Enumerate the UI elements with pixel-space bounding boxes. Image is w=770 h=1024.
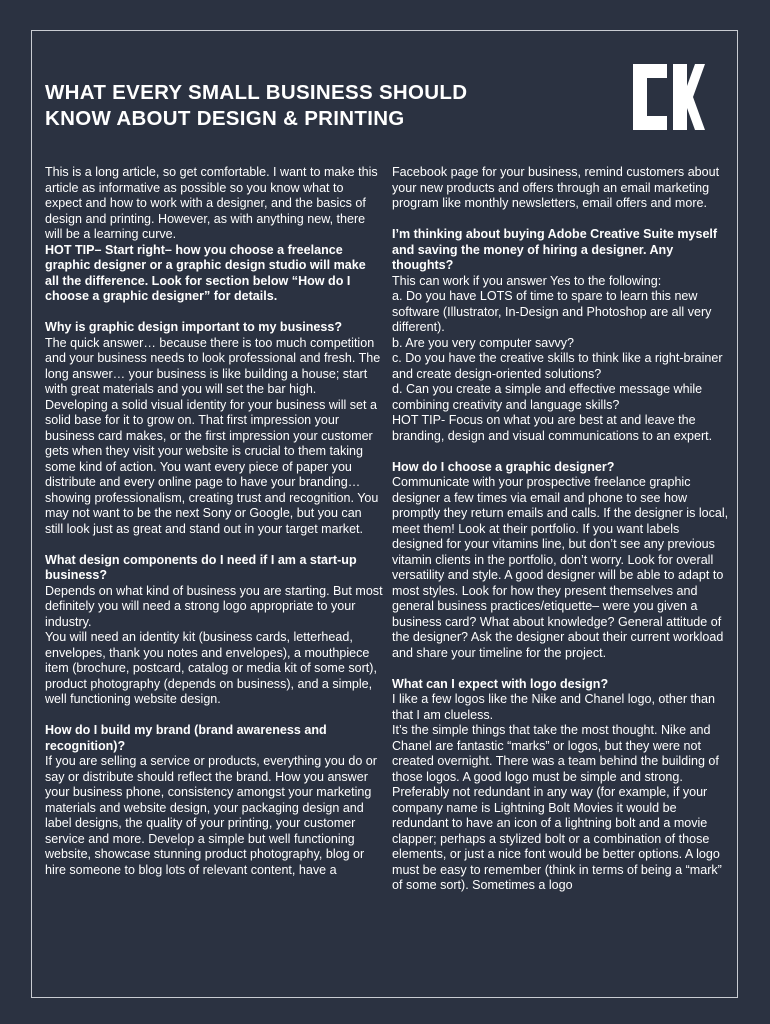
hot-tip-1: HOT TIP– Start right– how you choose a freelance graphic designer or a graphic design studio will make all the difference. Look for section below “How do I choose a graphic designer” for details. (45, 242, 366, 303)
answer-adobe-a: a. Do you have LOTS of time to spare to learn this new software (Illustrator, In-Design and Photoshop are all very different). (392, 289, 712, 334)
ck-logo-icon (629, 60, 707, 134)
answer-choose-designer: Communicate with your prospective freelance graphic designer a few times via email and phone to see how promptly they return emails and calls. If the designer is local, meet them! Look at their portfolio. If you want labels designed for your vitamins line, but don’t see any previous vitamin clients in the portfolio, don’t worry. Look for overall versatility and style. A good designer will be able to adapt to most styles. Look for how they present themselves and general business practices/etiquette– were you given a business card? What about knowledge? General attitude of the designer? Ask the designer about their current workload and share your timeline for the project. (392, 475, 729, 660)
question-design-components: What design components do I need if I am a start-up business? (45, 552, 357, 582)
right-column (392, 165, 730, 894)
question-why-design: Why is graphic design important to my business? (45, 320, 342, 334)
hot-tip-2: HOT TIP- Focus on what you are best at and leave the branding, design and visual communications to an expert. (392, 413, 713, 443)
answer-adobe-intro: This can work if you answer Yes to the following: (392, 273, 662, 288)
answer-design-components-1: Depends on what kind of business you are starting. But most definitely you will need a strong logo appropriate to your industry. (45, 583, 383, 629)
continued-paragraph: Facebook page for your business, remind customers about your new products and offers through an email marketing program like monthly newsletters, email offers and more. (392, 165, 720, 210)
answer-adobe-d: d. Can you create a simple and effective message while combining creativity and language skills? (392, 382, 703, 412)
answer-why-design-2: Developing a solid visual identity for your business will set a solid base for it to grow on. That first impression your business card makes, or the first impression your customer gets when they visit your website is crucial to them taking some kind of action. You want every piece of paper you distribute and every online page to have your branding… showing professionalism, creating trust and recognition. You may not want to be the next Sony or Google, but you can still look just as great and stand out in your target market. (45, 397, 379, 536)
intro-paragraph: This is a long article, so get comfortable. I want to make this article as informative as possible so you know what to expect and how to work with a designer, and the basics of design and printing. However, as with anything new, there will be a learning curve. (45, 165, 378, 241)
answer-design-components-2: You will need an identity kit (business cards, letterhead, envelopes, thank you notes and envelopes), a mouthpiece item (brochure, postcard, catalog or media kit of some sort), product photography (depends on business), and a simple, well functioning website design. (45, 630, 377, 706)
question-adobe: I’m thinking about buying Adobe Creative Suite myself and saving the money of hiring a designer. Any thoughts? (392, 227, 718, 272)
left-column (45, 165, 383, 878)
answer-build-brand: If you are selling a service or products, everything you do or say or distribute should reflect the brand. How you answer your business phone, consistency amongst your marketing materials and website design, your packaging design and label designs, the quality of your printing, your customer service and more. Develop a simple but well functioning website, showcase stunning product photography, blog or hire someone to blog lots of relevant content, have a (45, 754, 377, 877)
page-title: WHAT EVERY SMALL BUSINESS SHOULD KNOW ABOUT DESIGN & PRINTING (45, 81, 468, 130)
question-choose-designer: How do I choose a graphic designer? (392, 459, 615, 474)
question-logo-design: What can I expect with logo design? (392, 676, 609, 691)
answer-logo-design-1: I like a few logos like the Nike and Chanel logo, other than that I am clueless. (392, 692, 715, 722)
answer-adobe-c: c. Do you have the creative skills to think like a right-brainer and create design-oriented solutions? (392, 351, 723, 381)
answer-logo-design-2: It’s the simple things that take the most thought. Nike and Chanel are fantastic “marks” or logos, but they were not created overnight. There was a team behind the building of those logos. A good logo must be simple and strong. Preferably not redundant in any way (for example, if your company name is Lightning Bolt Movies it would be redundant to have an icon of a lightning bolt and a movie clapper; perhaps a stylized bolt or a combination of those elements, or just a nice font would be better options. A logo must be easy to remember (think in terms of being a “mark” of some sort). Sometimes a logo (392, 723, 722, 892)
answer-adobe-b: b. Are you very computer savvy? (392, 335, 575, 350)
question-build-brand: How do I build my brand (brand awareness and recognition)? (45, 723, 327, 753)
answer-why-design-1: The quick answer… because there is too much competition and your business needs to look professional and fresh. The long answer… your business is like building a house; start with great materials and you will set the bar high. (45, 335, 381, 396)
